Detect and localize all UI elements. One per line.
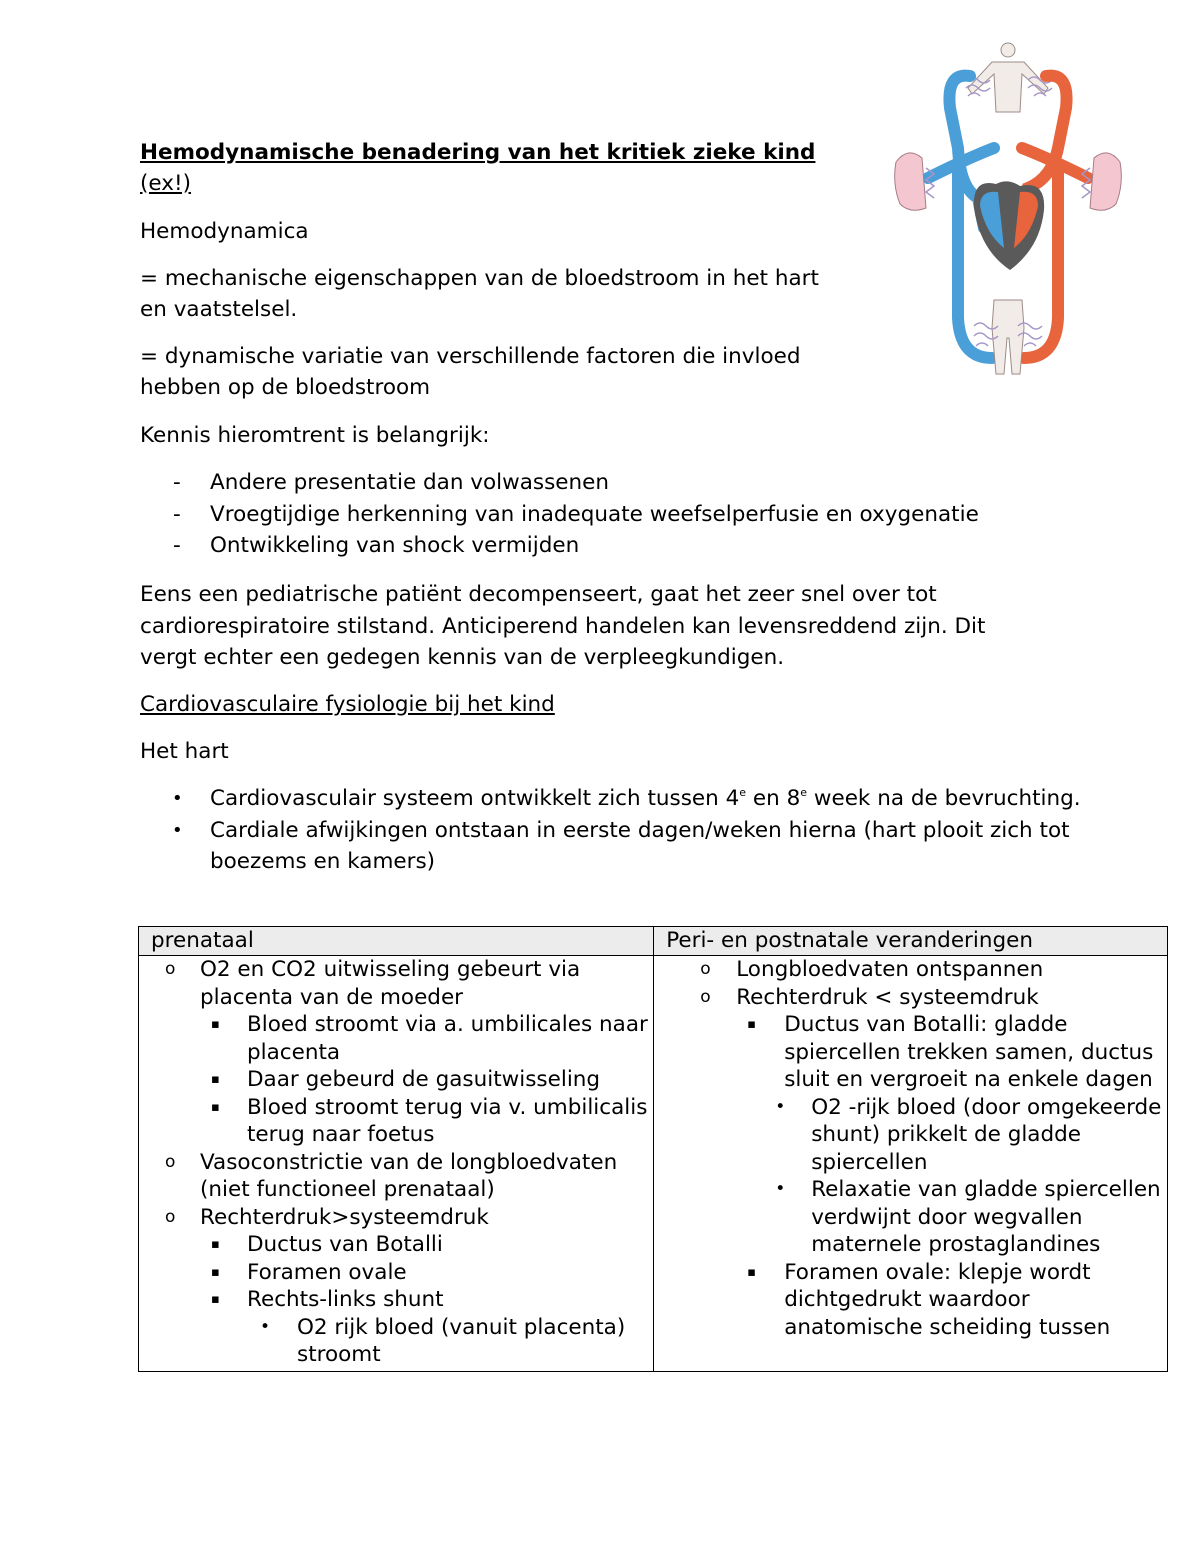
title-suffix: (ex!) (140, 171, 191, 196)
paragraph-kennis: Kennis hieromtrent is belangrijk: (140, 423, 490, 448)
level1-marker: o (165, 959, 176, 979)
comparison-table (138, 926, 1168, 1372)
level2-marker: ▪ (211, 1017, 220, 1032)
list-item (654, 984, 1167, 1012)
circulation-diagram-icon (888, 38, 1128, 380)
subheading-het-hart: Het hart (140, 739, 229, 764)
list-item-text: Andere presentatie dan volwassenen (210, 470, 610, 495)
list-item-text: Foramen ovale (247, 1259, 407, 1285)
list-item (139, 1011, 653, 1066)
level2-marker: ▪ (211, 1237, 220, 1252)
list-item-text: Rechts-links shunt (247, 1287, 444, 1312)
list-item (139, 1094, 653, 1149)
list-item (140, 530, 1100, 562)
list-item (139, 1231, 653, 1259)
paragraph-decompensatie: Eens een pediatrische patiënt decompenseert, gaat het zeer snel over tot cardiorespiratoire stilstand. Anticiperend handelen kan levensreddend zijn. Dit vergt echter een gedegen kennis van de verpleegkundigen. (140, 582, 986, 670)
level3-marker: • (775, 1179, 786, 1199)
list-item-text: Bloed stroomt via a. umbilicales naar placenta (247, 1012, 648, 1065)
paragraph-hemodynamica: Hemodynamica (140, 219, 309, 244)
list-item-text: Foramen ovale: klepje wordt dichtgedrukt waardoor anatomische scheiding tussen (784, 1259, 1111, 1340)
cell-content (139, 956, 653, 1371)
list-item (654, 1094, 1167, 1177)
list-item-text: O2 en CO2 uitwisseling gebeurt via placenta van de moeder (200, 957, 581, 1010)
level2-marker: ▪ (747, 1264, 756, 1280)
list-item (139, 1066, 653, 1094)
level2-marker: ▪ (747, 1017, 756, 1032)
list-item (654, 956, 1167, 984)
bullet-text: week na de bevruchting. (807, 786, 1081, 811)
superscript: e (739, 786, 747, 799)
list-item-text: Ontwikkeling van shock vermijden (210, 533, 580, 558)
level2-marker: ▪ (211, 1292, 220, 1307)
paragraph-definition-2: = dynamische variatie van verschillende factoren die invloed hebben op de bloedstroom (140, 344, 801, 400)
section-heading: Cardiovasculaire fysiologie bij het kind (140, 692, 555, 717)
level1-marker: o (165, 1151, 176, 1172)
bullet-text: Cardiale afwijkingen ontstaan in eerste dagen/weken hierna (hart plooit zich tot boezems en kamers) (210, 817, 1070, 874)
list-item (140, 783, 1100, 815)
cell-content (654, 956, 1167, 1343)
bullet-list (140, 783, 1100, 878)
list-item-text: O2 -rijk bloed (door omgekeerde shunt) prikkelt de gladde spiercellen (811, 1094, 1162, 1175)
level2-marker: ▪ (211, 1099, 220, 1115)
list-item (139, 1259, 653, 1287)
table-header-postnataal: Peri- en postnatale veranderingen (654, 927, 1168, 956)
bullet-marker: • (172, 788, 183, 809)
list-item (654, 1176, 1167, 1259)
list-item (139, 1149, 653, 1204)
list-item-text: Vasoconstrictie van de longbloedvaten (niet functioneel prenataal) (200, 1149, 618, 1202)
list-item-text: Relaxatie van gladde spiercellen verdwijnt door wegvallen maternele prostaglandines (811, 1177, 1161, 1257)
superscript: e (800, 786, 808, 799)
bullet-text: Cardiovasculair systeem ontwikkelt zich tussen 4 (210, 786, 740, 811)
level2-marker: ▪ (211, 1264, 220, 1280)
table-cell-postnataal (654, 956, 1168, 1372)
list-item (139, 1286, 653, 1314)
paragraph-definition-1: = mechanische eigenschappen van de bloedstroom in het hart en vaatstelsel. (140, 266, 819, 322)
list-item-text: Rechterdruk>systeemdruk (200, 1204, 489, 1230)
level1-marker: o (165, 1206, 176, 1227)
level2-marker: ▪ (211, 1072, 220, 1087)
bullet-marker: • (172, 819, 183, 841)
list-item (140, 467, 1100, 499)
list-item (139, 1314, 653, 1369)
list-item (654, 1259, 1167, 1342)
table-cell-prenataal (139, 956, 654, 1372)
dash-list (140, 467, 1100, 562)
list-item-text: Rechterdruk < systeemdruk (736, 984, 1039, 1010)
list-item-text: Vroegtijdige herkenning van inadequate weefselperfusie en oxygenatie (210, 501, 979, 527)
level3-marker: • (775, 1096, 786, 1117)
list-item (654, 1011, 1167, 1094)
list-item (140, 499, 1100, 531)
dash-marker: - (173, 501, 181, 527)
level3-marker: • (260, 1316, 271, 1337)
level1-marker: o (700, 986, 711, 1007)
bullet-text: en 8 (746, 786, 801, 811)
list-item-text: Bloed stroomt terug via v. umbilicalis terug naar foetus (247, 1094, 648, 1147)
list-item (139, 956, 653, 1011)
title-text: Hemodynamische benadering van het kritiek zieke kind (140, 140, 816, 165)
list-item-text: Ductus van Botalli (247, 1232, 443, 1257)
level1-marker: o (700, 959, 711, 979)
document-title (140, 137, 860, 199)
list-item-text: Longbloedvaten ontspannen (736, 957, 1044, 982)
dash-marker: - (173, 470, 181, 495)
dash-marker: - (173, 533, 181, 558)
list-item-text: O2 rijk bloed (vanuit placenta) stroomt (297, 1314, 626, 1367)
table-header-prenataal: prenataal (139, 927, 654, 956)
table-header-row (139, 927, 1168, 956)
list-item (140, 815, 1100, 878)
list-item-text: Ductus van Botalli: gladde spiercellen trekken samen, ductus sluit en vergroeit na enkele dagen (784, 1012, 1154, 1092)
list-item-text: Daar gebeurd de gasuitwisseling (247, 1067, 601, 1092)
table-row (139, 956, 1168, 1372)
list-item (139, 1204, 653, 1232)
